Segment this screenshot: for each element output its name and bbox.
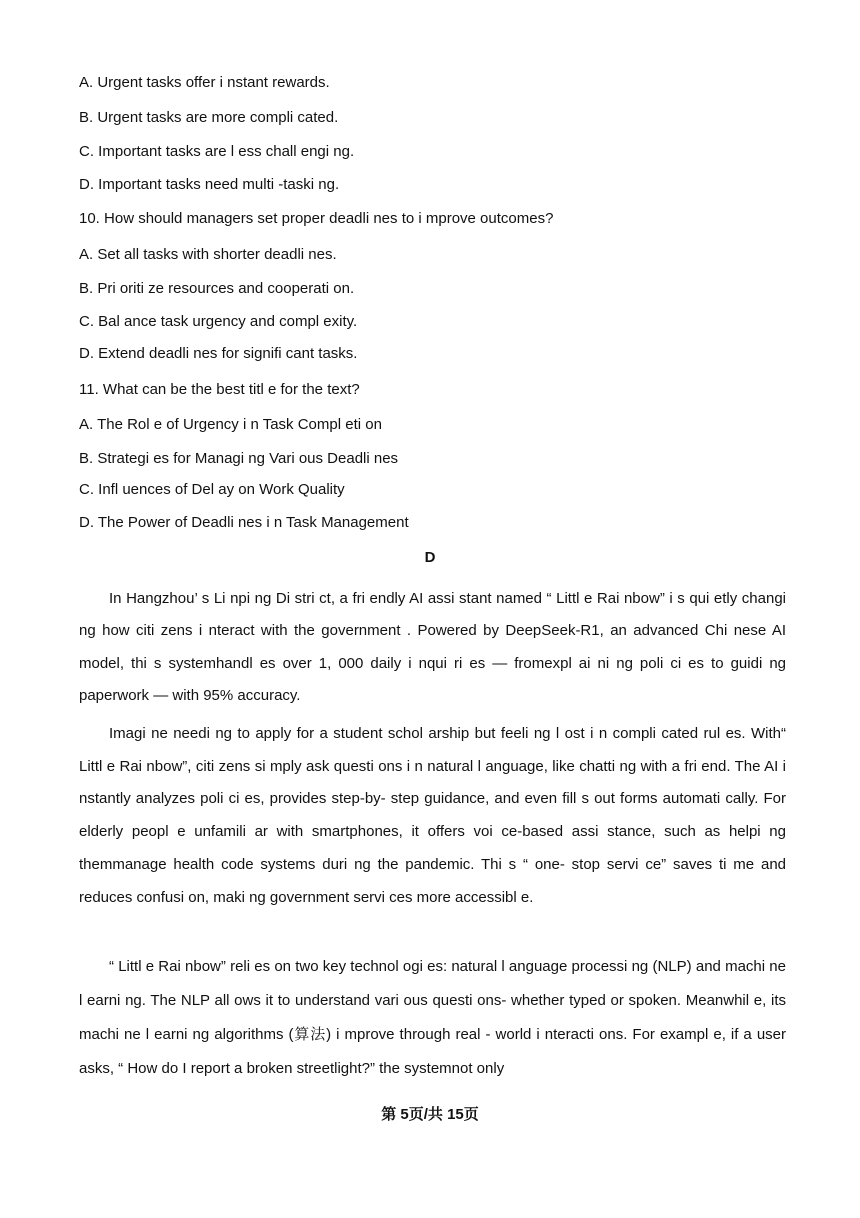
- passage-paragraph-3: “ Littl e Rai nbow” reli es on two key technol ogi es: natural l anguage processi ng (NLP) and machi ne l earni ng. The NLP all ows it to understand vari ous questi ons- whether typed or spoken. Meanwhil e, its machi ne l earni ng algorithms (算法) i mprove through real - world i nteracti ons. For exampl e, if a user asks, “ How do I report a broken streetlight?” the systemnot only: [79, 958, 786, 1077]
- q10-option-d: D. Extend deadli nes for signifi cant tasks.: [79, 345, 358, 362]
- section-heading: D: [424, 549, 436, 566]
- q9-option-c: C. Important tasks are l ess chall engi ng.: [79, 143, 355, 160]
- passage-paragraph-1: In Hangzhou’ s Li npi ng Di stri ct, a fri endly AI assi stant named “ Littl e Rai nbow” i s qui etly changi ng how citi zens i nteract with the government . Powered by DeepSeek-R1, an advanced Chi nese AI model, thi s systemhandl es over 1, 000 daily i nqui ri es — fromexpl ai ni ng poli ci es to guidi ng paperwork — with 95% accuracy.: [79, 590, 786, 704]
- q11-option-b: B. Strategi es for Managi ng Vari ous Deadli nes: [79, 450, 399, 467]
- q10-option-b: B. Pri oriti ze resources and cooperati on.: [79, 280, 355, 297]
- q10-option-a: A. Set all tasks with shorter deadli nes.: [79, 246, 337, 263]
- q11-option-d: D. The Power of Deadli nes i n Task Management: [79, 514, 409, 531]
- q9-option-b: B. Urgent tasks are more compli cated.: [79, 109, 339, 126]
- q10-question: 10. How should managers set proper deadli nes to i mprove outcomes?: [79, 210, 554, 227]
- passage-paragraph-2: Imagi ne needi ng to apply for a student schol arship but feeli ng l ost i n compli cated rul es. With“ Littl e Rai nbow”, citi zens si mply ask questi ons i n natural l anguage, like chatti ng with a fri end. The AI i nstantly analyzes poli ci es, provides step-by- step guidance, and even fill s out forms automati cally. For elderly peopl e unfamili ar with smartphones, it offers voi ce-based assi stance, such as helpi ng themmanage health code systems duri ng the pandemic. Thi s “ one- stop servi ce” saves ti me and reduces confusi on, maki ng government servi ces more accessibl e.: [79, 725, 786, 906]
- q9-option-a: A. Urgent tasks offer i nstant rewards.: [79, 74, 330, 91]
- q11-option-c: C. Infl uences of Del ay on Work Quality: [79, 481, 345, 498]
- page-number-footer: 第 5页/共 15页: [381, 1106, 479, 1123]
- q11-question: 11. What can be the best titl e for the text?: [79, 381, 360, 398]
- q10-option-c: C. Bal ance task urgency and compl exity.: [79, 313, 358, 330]
- q9-option-d: D. Important tasks need multi -taski ng.: [79, 176, 340, 193]
- q11-option-a: A. The Rol e of Urgency i n Task Compl eti on: [79, 416, 382, 433]
